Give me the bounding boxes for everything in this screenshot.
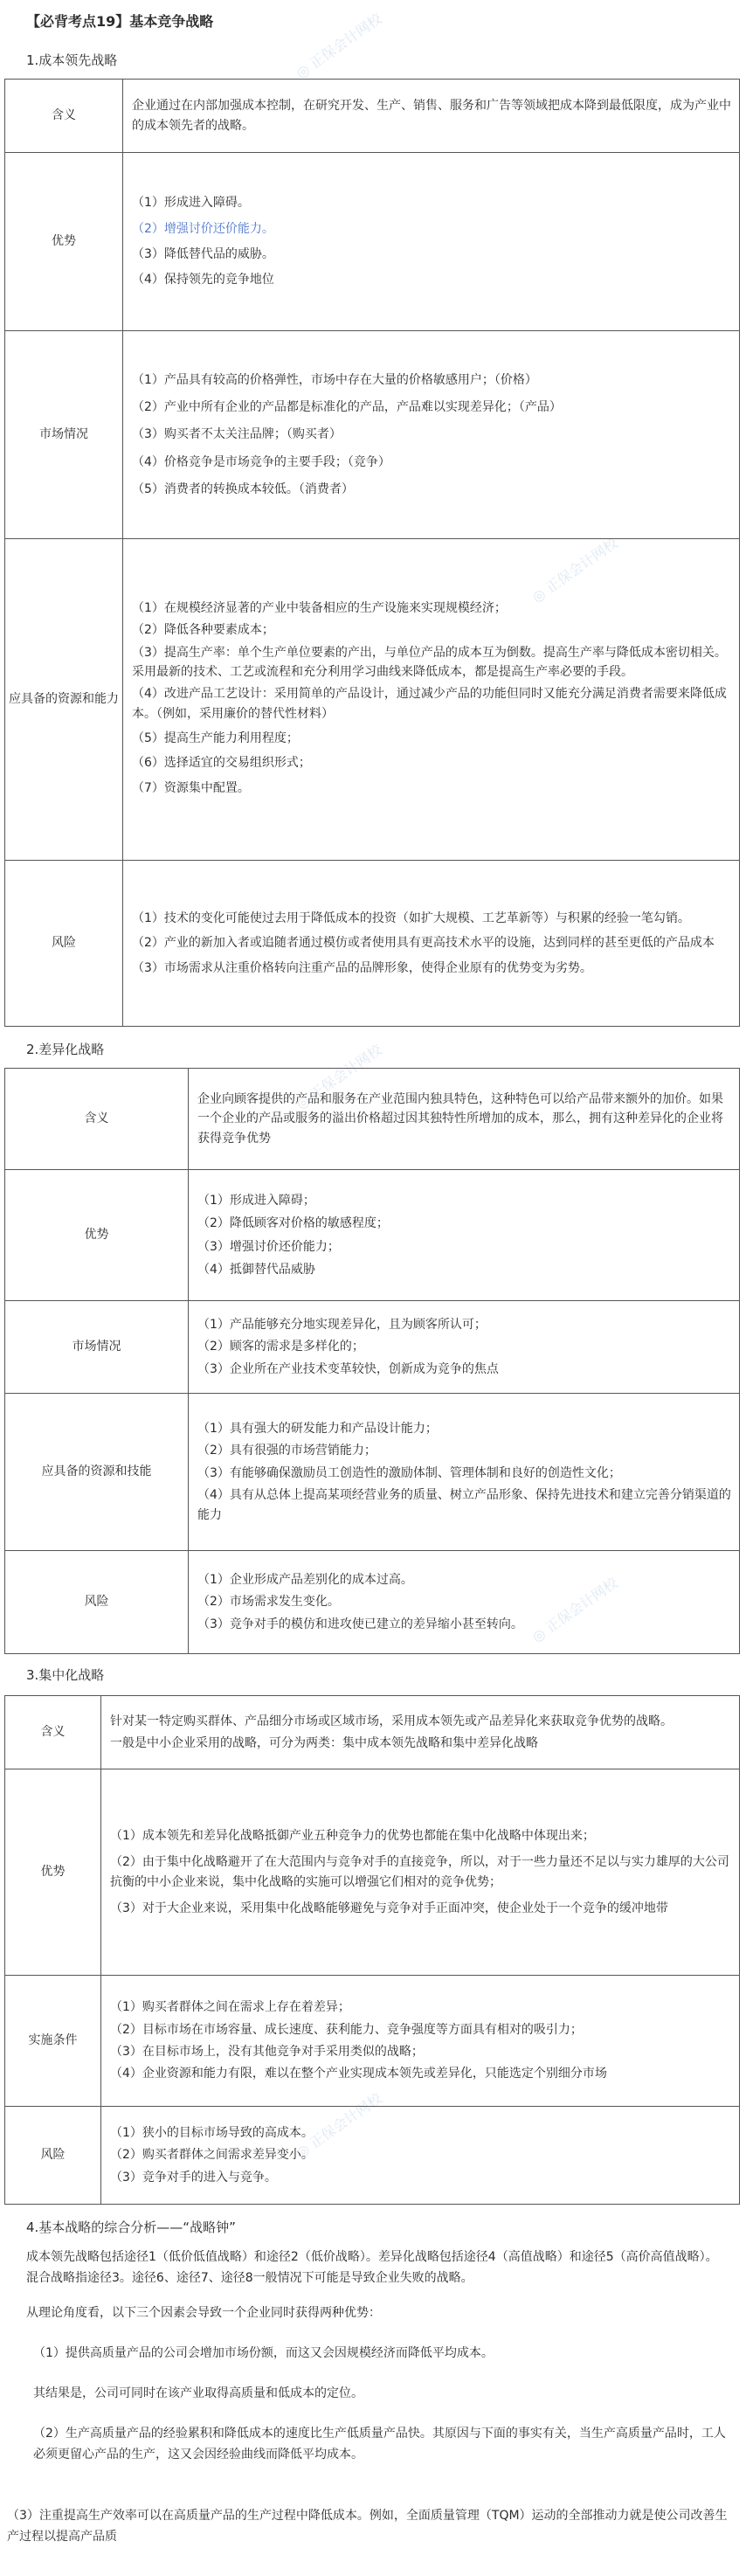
paragraph: 成本领先战略包括途径1（低价低值战略）和途径2（低价战略）。差异化战略包括途径4（高值战略）和途径5（高价高值战略）。混合战略指途径3。途径6、途径7、途径8一般情况下可能是导致企业失败的战略。 (26, 2250, 718, 2285)
row-key: 风险 (5, 1551, 189, 1654)
watermark: ◎ 正保会计网校 (293, 1041, 385, 1113)
section-heading-2: 2.差异化战略 (26, 1042, 105, 1057)
row-key: 含义 (5, 1069, 189, 1170)
row-key: 应具备的资源和能力 (5, 539, 123, 861)
row-value: （1）产品能够充分地实现差异化，且为顾客所认可； （2）顾客的需求是多样化的； （3）企业所在产业技术变革较快，创新成为竞争的焦点 (189, 1301, 740, 1394)
table-row (5, 1301, 740, 1394)
table-row (5, 861, 740, 1027)
table-row (5, 1069, 740, 1170)
row-key: 风险 (5, 861, 123, 1027)
row-key: 实施条件 (5, 1976, 101, 2107)
row-value: （1）具有强大的研发能力和产品设计能力； （2）具有很强的市场营销能力； （3）有能够确保激励员工创造性的激励体制、管理体制和良好的创造性文化； （4）具有从总体上提高某项经营业务的质量、树立产品形象、保持先进技术和建立完善分销渠道的能力 (189, 1394, 740, 1551)
table-row (5, 1170, 740, 1301)
row-key: 应具备的资源和技能 (5, 1394, 189, 1551)
row-value: （1）企业形成产品差别化的成本过高。 （2）市场需求发生变化。 （3）竞争对手的模仿和进攻使已建立的差异缩小甚至转向。 (189, 1551, 740, 1654)
row-value: （1）形成进入障碍。 （2）增强讨价还价能力。 （3）降低替代品的威胁。 （4）保持领先的竞争地位 (123, 153, 740, 331)
table-row (5, 1769, 740, 1976)
row-value: （1）在规模经济显著的产业中装备相应的生产设施来实现规模经济； （2）降低各种要素成本； （3）提高生产率：单个生产单位要素的产出，与单位产品的成本互为倒数。提高生产率与降低成本密切相关。采用最新的技术、工艺或流程和充分利用学习曲线来降低成本，都是提高生产率必要的手段。 （4）改进产品工艺设计：采用简单的产品设计，通过减少产品的功能但同时又能充分满足消费者需要来降低成本。（例如，采用廉价的替代性材料） （5）提高生产能力利用程度； （6）选择适宜的交易组织形式； （7）资源集中配置。 (123, 539, 740, 861)
table-row (5, 1394, 740, 1551)
row-key: 市场情况 (5, 1301, 189, 1394)
row-value: （1）形成进入障碍； （2）降低顾客对价格的敏感程度； （3）增强讨价还价能力； （4）抵御替代品威胁 (189, 1170, 740, 1301)
section-heading-1: 1.成本领先战略 (26, 52, 118, 68)
section-heading-4: 4.基本战略的综合分析——“战略钟” (26, 2219, 236, 2235)
row-key: 风险 (5, 2107, 101, 2205)
table-row (5, 331, 740, 539)
row-value: （1）狭小的目标市场导致的高成本。 （2）购买者群体之间需求差异变小。 （3）竞争对手的进入与竞争。 (101, 2107, 740, 2205)
row-value: （1）成本领先和差异化战略抵御产业五种竞争力的优势也都能在集中化战略中体现出来； （2）由于集中化战略避开了在大范围内与竞争对手的直接竞争，所以，对于一些力量还不足以与实力雄厚的大公司抗衡的中小企业来说，集中化战略的实施可以增强它们相对的竞争优势； （3）对于大企业来说，采用集中化战略能够避免与竞争对手正面冲突，使企业处于一个竞争的缓冲地带 (101, 1769, 740, 1976)
watermark: ◎ 正保会计网校 (293, 2089, 385, 2162)
table-row (5, 1551, 740, 1654)
cost-leadership-table (4, 79, 740, 1027)
paragraph: （1）提供高质量产品的公司会增加市场份额，而这又会因规模经济而降低平均成本。 (33, 2346, 494, 2360)
focus-table (4, 1695, 740, 2205)
row-value: （1）技术的变化可能使过去用于降低成本的投资（如扩大规模、工艺革新等）与积累的经验一笔勾销。 （2）产业的新加入者或追随者通过模仿或者使用具有更高技术水平的设施，达到同样的甚至更低的产品成本 （3）市场需求从注重价格转向注重产品的品牌形象，使得企业原有的优势变为劣势。 (123, 861, 740, 1027)
watermark: ◎ 正保会计网校 (293, 10, 385, 82)
table-row (5, 80, 740, 153)
row-value: 企业向顾客提供的产品和服务在产业范围内独具特色，这种特色可以给产品带来额外的加价。如果一个企业的产品或服务的溢出价格超过因其独特性所增加的成本，那么，拥有这种差异化的企业将获得竞争优势 (189, 1069, 740, 1170)
page-title: 【必背考点19】基本竞争战略 (26, 13, 214, 30)
row-value: （1）产品具有较高的价格弹性，市场中存在大量的价格敏感用户；（价格） （2）产业中所有企业的产品都是标准化的产品，产品难以实现差异化；（产品） （3）购买者不太关注品牌；（购买者） （4）价格竞争是市场竞争的主要手段；（竞争） （5）消费者的转换成本较低。（消费者） (123, 331, 740, 539)
row-value: （1）购买者群体之间在需求上存在着差异； （2）目标市场在市场容量、成长速度、获利能力、竞争强度等方面具有相对的吸引力； （3）在目标市场上，没有其他竞争对手采用类似的战略； （4）企业资源和能力有限，难以在整个产业实现成本领先或差异化，只能选定个别细分市场 (101, 1976, 740, 2107)
table-row (5, 2107, 740, 2205)
section-heading-3: 3.集中化战略 (26, 1667, 105, 1683)
paragraph: 从理论角度看，以下三个因素会导致一个企业同时获得两种优势： (26, 2306, 381, 2320)
paragraph: 其结果是，公司可同时在该产业取得高质量和低成本的定位。 (33, 2386, 363, 2400)
paragraph: （3）注重提高生产效率可以在高质量产品的生产过程中降低成本。例如，全面质量管理（TQM）运动的全部推动力就是使公司改善生产过程以提高产品质 (7, 2509, 728, 2544)
row-key: 优势 (5, 1170, 189, 1301)
watermark: ◎ 正保会计网校 (528, 534, 621, 606)
table-row (5, 1696, 740, 1769)
row-key: 含义 (5, 80, 123, 153)
table-row (5, 539, 740, 861)
differentiation-table (4, 1068, 740, 1654)
row-key: 市场情况 (5, 331, 123, 539)
paragraph: （2）生产高质量产品的经验累积和降低成本的速度比生产低质量产品快。其原因与下面的事实有关，当生产高质量产品时，工人必须更留心产品的生产，这又会因经验曲线而降低平均成本。 (33, 2427, 726, 2462)
row-key: 优势 (5, 153, 123, 331)
watermark: ◎ 正保会计网校 (528, 1574, 621, 1646)
row-key: 优势 (5, 1769, 101, 1976)
row-key: 含义 (5, 1696, 101, 1769)
row-value: 企业通过在内部加强成本控制，在研究开发、生产、销售、服务和广告等领域把成本降到最低限度，成为产业中的成本领先者的战略。 (123, 80, 740, 153)
row-value: 针对某一特定购买群体、产品细分市场或区域市场，采用成本领先或产品差异化来获取竞争优势的战略。 一般是中小企业采用的战略，可分为两类：集中成本领先战略和集中差异化战略 (101, 1696, 740, 1769)
table-row (5, 153, 740, 331)
table-row (5, 1976, 740, 2107)
